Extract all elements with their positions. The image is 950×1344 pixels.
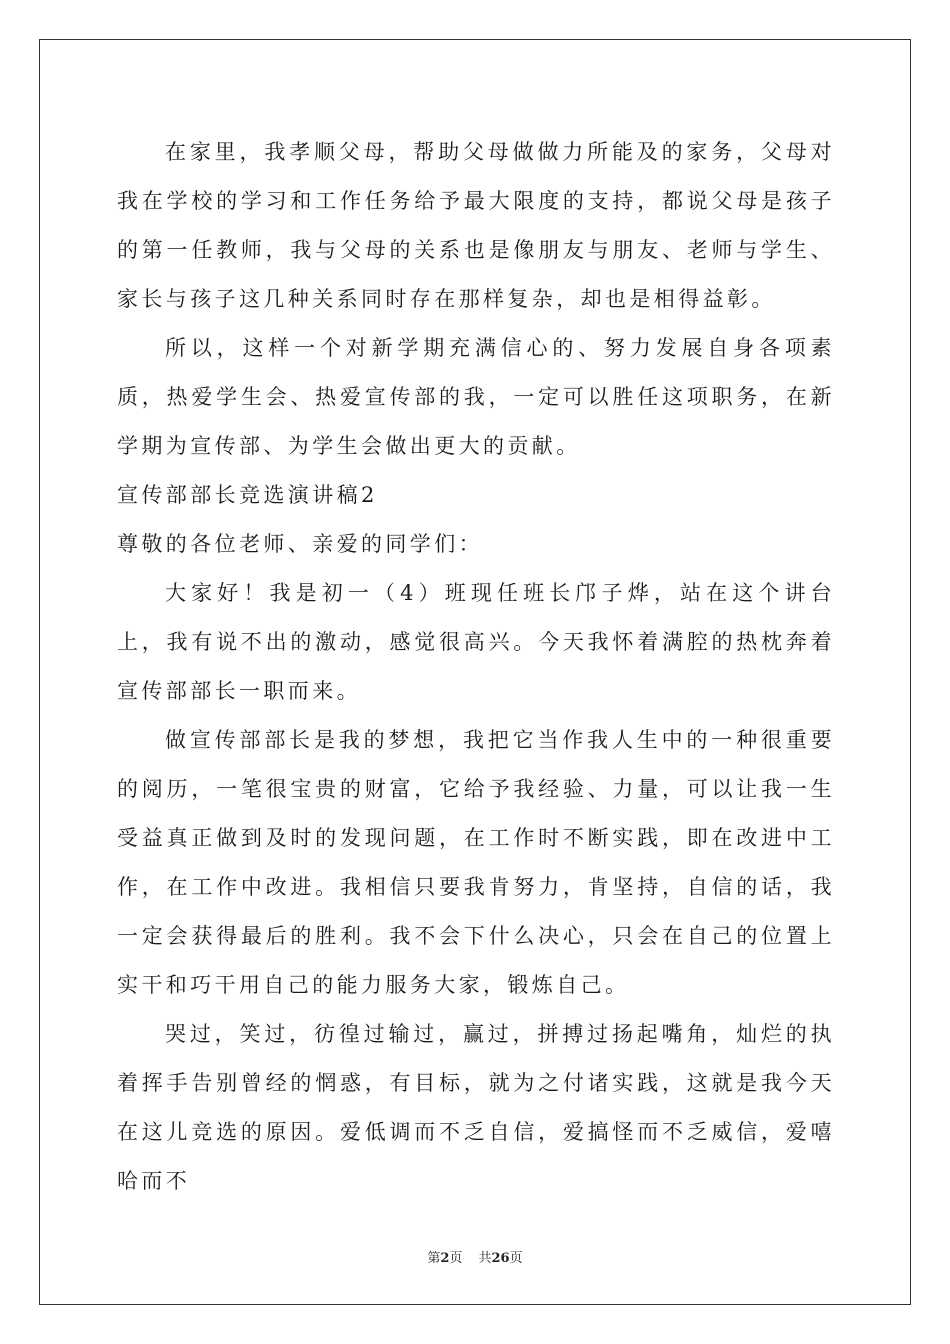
page-suffix: 页 [449, 1251, 463, 1266]
total-suffix: 页 [509, 1251, 523, 1266]
paragraph-family: 在家里，我孝顺父母，帮助父母做做力所能及的家务，父母对我在学校的学习和工作任务给予最大限度的支持，都说父母是孩子的第一任教师，我与父母的关系也是像朋友与朋友、老师与学生、家长与孩子这几种关系同时存在那样复杂，却也是相得益彰。 [117, 140, 835, 311]
page-number: 2 [440, 1251, 450, 1266]
paragraph-reason: 哭过，笑过，彷徨过输过，赢过，拼搏过扬起嘴角，灿烂的执着挥手告别曾经的惘惑，有目标，就为之付诸实践，这就是我今天在这儿竞选的原因。爱低调而不乏自信，爱搞怪而不乏威信，爱嘻哈而不 [117, 1022, 835, 1193]
page-footer [0, 1247, 950, 1266]
document-body [117, 128, 835, 1206]
paragraph-dream: 做宣传部部长是我的梦想，我把它当作我人生中的一种很重要的阅历，一笔很宝贵的财富，它给予我经验、力量，可以让我一生受益真正做到及时的发现问题，在工作时不断实践，即在改进中工作，在工作中改进。我相信只要我肯努力，肯坚持，自信的话，我一定会获得最后的胜利。我不会下什么决心，只会在自己的位置上实干和巧干用自己的能力服务大家，锻炼自己。 [117, 728, 835, 997]
paragraph-greeting: 大家好！我是初一（4）班现任班长邝子烨，站在这个讲台上，我有说不出的激动，感觉很高兴。今天我怀着满腔的热枕奔着宣传部部长一职而来。 [117, 581, 835, 703]
total-prefix: 共 [478, 1251, 492, 1266]
total-pages: 26 [491, 1251, 510, 1266]
page-prefix: 第 [427, 1251, 441, 1266]
paragraph-conclusion: 所以，这样一个对新学期充满信心的、努力发展自身各项素质，热爱学生会、热爱宣传部的我，一定可以胜任这项职务，在新学期为宣传部、为学生会做出更大的贡献。 [117, 336, 835, 458]
section-title: 宣传部部长竞选演讲稿2 [117, 483, 378, 507]
salutation: 尊敬的各位老师、亲爱的同学们： [117, 532, 483, 556]
